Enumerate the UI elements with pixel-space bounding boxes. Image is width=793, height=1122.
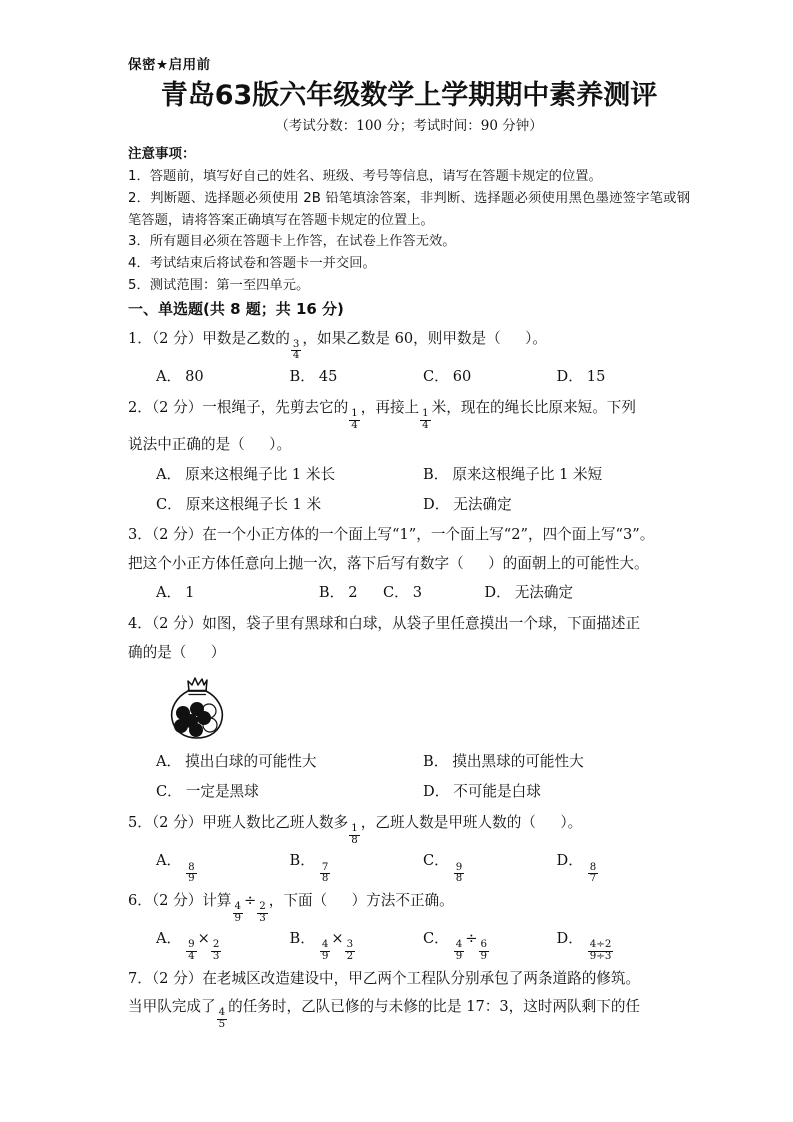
option-2-A[interactable]: A． 原来这根绳子比 1 米长 <box>156 465 336 483</box>
fraction-9-4: $\frac{9}{4}$ <box>188 939 195 963</box>
notice-item-3: 3．所有题目必须在答题卡上作答，在试卷上作答无效。 <box>128 234 456 250</box>
question-1-number: 1． <box>128 329 152 347</box>
question-3-score: （2 分） <box>151 526 203 544</box>
question-3-number: 3． <box>128 526 152 544</box>
answer-blank[interactable] <box>186 644 210 661</box>
option-6-C[interactable]: C． $\frac{4}{9}$ ÷ $\frac{6}{9}$ <box>423 930 488 963</box>
fraction-4-9: $\frac{4}{9}$ <box>455 939 463 963</box>
option-6-D[interactable]: D． $\frac{4\div 2}{9\div 3}$ <box>556 930 612 963</box>
fraction-8-9: $\frac{8}{9}$ <box>188 861 195 885</box>
option-6-B[interactable]: B． $\frac{4}{9}$ × $\frac{3}{2}$ <box>289 930 354 963</box>
question-4 <box>128 610 690 807</box>
multiply-operator: × <box>331 930 344 948</box>
question-1-score: （2 分） <box>151 329 203 347</box>
question-1-stem <box>128 325 690 362</box>
question-5 <box>128 809 690 885</box>
question-2-stem-line2: 说法中正确的是（ ）。 <box>128 436 292 454</box>
option-3-D[interactable]: D． 无法确定 <box>484 584 574 602</box>
question-2-number: 2． <box>128 398 152 416</box>
question-6-number: 6． <box>128 891 152 909</box>
fraction-8-7: $\frac{8}{7}$ <box>589 861 597 885</box>
multiply-operator: × <box>197 930 210 948</box>
question-2 <box>128 394 690 520</box>
option-1-D[interactable]: D． 15 <box>556 367 606 385</box>
question-2-text-c: 米，现在的绳长比原来短。下列 <box>431 398 636 416</box>
question-2-score: （2 分） <box>151 398 203 416</box>
question-2-text-b: ，再接上 <box>360 398 420 416</box>
question-7-stem-line2: 当甲队完成了 $\frac{4}{5}$ 的任务时，乙队已修的与未修的比是 17：3，这时两队剩下的任 <box>128 998 641 1030</box>
question-7-number: 7． <box>128 969 152 987</box>
question-1-text-a: 甲数是乙数的 <box>202 329 290 347</box>
exam-info: （考试分数：100 分；考试时间：90 分钟） <box>275 117 543 134</box>
fraction-1-4-first: $\frac{1}{4}$ <box>351 407 358 431</box>
fraction-6-9: $\frac{6}{9}$ <box>480 939 488 963</box>
fraction-9-8: $\frac{9}{8}$ <box>455 861 463 885</box>
fraction-1-4-second: $\frac{1}{4}$ <box>422 407 429 431</box>
divide-operator: ÷ <box>244 891 257 909</box>
question-6-options <box>128 924 690 963</box>
answer-blank[interactable] <box>327 892 351 909</box>
question-5-options <box>128 846 690 885</box>
question-1 <box>128 325 690 392</box>
fraction-2-3: $\frac{2}{3}$ <box>212 939 220 963</box>
question-6-stem: 6．（2 分）计算 $\frac{4}{9}$ ÷ $\frac{2}{3}$ ，下面（ ）方法不正确。 <box>128 891 454 924</box>
notice-item-1: 1．答题前，填写好自己的姓名、班级、考号等信息，请写在答题卡规定的位置。 <box>128 169 602 185</box>
page-content <box>128 58 690 1032</box>
section-heading-single-choice: 一、单选题(共 8 题；共 16 分) <box>128 300 344 319</box>
question-7-stem: 7．（2 分）在老城区改造建设中，甲乙两个工程队分别承包了两条道路的修筑。 <box>128 969 641 987</box>
option-2-B[interactable]: B． 原来这根绳子比 1 米短 <box>423 465 603 483</box>
page-title: 青岛63版六年级数学上学期期中素养测评 <box>160 79 658 111</box>
notice-heading: 注意事项： <box>128 146 196 163</box>
option-2-D[interactable]: D． 无法确定 <box>423 495 512 513</box>
option-3-C[interactable]: C． 3 <box>382 584 422 602</box>
answer-blank[interactable] <box>536 814 560 831</box>
question-6-score: （2 分） <box>151 891 203 909</box>
question-7 <box>128 965 690 1031</box>
question-4-options-row2 <box>128 777 690 807</box>
question-2-options-row1 <box>128 460 690 490</box>
option-4-D[interactable]: D． 不可能是白球 <box>423 783 541 801</box>
question-6 <box>128 887 690 963</box>
question-4-stem: 4．（2 分）如图，袋子里有黑球和白球，从袋子里任意摸出一个球，下面描述正 <box>128 615 641 633</box>
option-2-C[interactable]: C． 原来这根绳子长 1 米 <box>156 495 322 513</box>
answer-blank[interactable] <box>501 330 525 347</box>
question-1-text-b: ，如果乙数是 60，则甲数是（ <box>302 329 501 347</box>
black-ball <box>189 723 203 737</box>
question-3-options <box>128 578 690 608</box>
fraction-1-8: $\frac{1}{8}$ <box>351 823 358 846</box>
question-3 <box>128 521 690 608</box>
option-4-A[interactable]: A． 摸出白球的可能性大 <box>156 753 317 771</box>
secret-label: 保密★启用前 <box>128 57 211 73</box>
option-5-D[interactable]: D． $\frac{8}{7}$ <box>556 852 597 885</box>
option-5-C[interactable]: C． $\frac{9}{8}$ <box>423 852 463 885</box>
fraction-3-4: $\frac{3}{4}$ <box>292 338 300 362</box>
question-7-score: （2 分） <box>151 969 203 987</box>
question-5-number: 5． <box>128 813 152 831</box>
question-4-stem-line2: 确的是（ ） <box>128 643 226 661</box>
option-4-B[interactable]: B． 摸出黑球的可能性大 <box>423 753 584 771</box>
option-1-A[interactable]: A． 80 <box>156 367 204 385</box>
option-3-B[interactable]: B． 2 <box>318 584 358 602</box>
fraction-4div2-over-9div3: $\frac{4\div 2}{9\div 3}$ <box>589 939 612 963</box>
notice-item-4: 4．考试结束后将试卷和答题卡一并交回。 <box>128 256 376 272</box>
divide-operator: ÷ <box>465 930 478 948</box>
option-1-C[interactable]: C． 60 <box>423 367 472 385</box>
option-6-A[interactable]: A． $\frac{9}{4}$ × $\frac{2}{3}$ <box>156 930 220 963</box>
question-2-text-a: 一根绳子，先剪去它的 <box>202 398 349 416</box>
question-4-options-row1 <box>128 747 690 777</box>
question-2-options-row2 <box>128 490 690 520</box>
notice-item-2: 2．判断题、选择题必须使用 2B 铅笔填涂答案，非判断、选择题必须使用黑色墨迹签字笔或钢笔答题，请将答案正确填写在答题卡规定的位置上。 <box>128 191 690 228</box>
option-3-A[interactable]: A． 1 <box>156 584 195 602</box>
question-4-figure <box>128 675 690 741</box>
option-5-A[interactable]: A． $\frac{8}{9}$ <box>156 852 195 885</box>
fraction-2-3: $\frac{2}{3}$ <box>259 900 266 924</box>
notice-item-5: 5．测试范围：第一至四单元。 <box>128 277 310 293</box>
black-ball <box>197 711 211 725</box>
question-3-stem-line2: 把这个小正方体任意向上抛一次，落下后写有数字（ ）的面朝上的可能性大。 <box>128 554 649 572</box>
option-4-C[interactable]: C． 一定是黑球 <box>156 783 259 801</box>
question-4-number: 4． <box>128 615 152 633</box>
option-5-B[interactable]: B． $\frac{7}{8}$ <box>289 852 329 885</box>
answer-blank[interactable] <box>464 555 488 572</box>
question-2-stem <box>128 394 690 431</box>
fraction-4-5: $\frac{4}{5}$ <box>218 1007 226 1030</box>
question-5-score: （2 分） <box>151 813 203 831</box>
question-3-stem: 3．（2 分）在一个小正方体的一个面上写“1”，一个面上写“2”，四个面上写“3”。 <box>128 526 655 544</box>
fraction-7-8: $\frac{7}{8}$ <box>321 861 329 885</box>
question-1-text-c: ）。 <box>525 329 548 347</box>
black-ball <box>174 719 188 733</box>
question-1-options <box>128 362 690 392</box>
fraction-4-9: $\frac{4}{9}$ <box>234 900 242 924</box>
question-5-stem: 5．（2 分）甲班人数比乙班人数多 $\frac{1}{8}$ ，乙班人数是甲班人数的（ ）。 <box>128 813 583 846</box>
option-1-B[interactable]: B． 45 <box>289 367 338 385</box>
fraction-3-2: $\frac{3}{2}$ <box>346 939 354 963</box>
fraction-4-9: $\frac{4}{9}$ <box>321 939 329 963</box>
answer-blank[interactable] <box>245 436 269 453</box>
question-4-score: （2 分） <box>151 615 203 633</box>
ball-bag-icon <box>166 675 228 741</box>
